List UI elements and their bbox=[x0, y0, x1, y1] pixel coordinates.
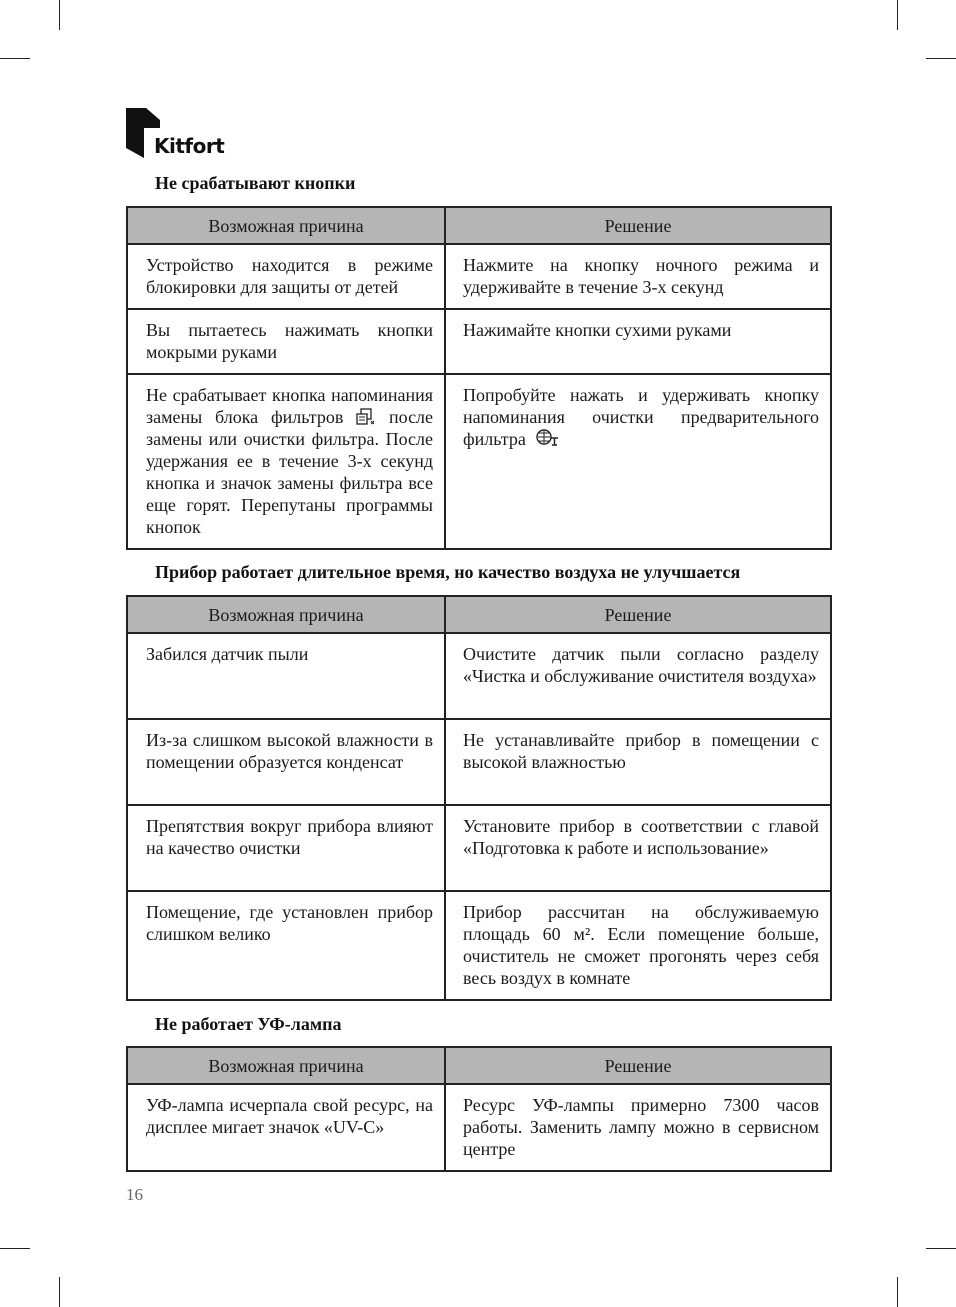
crop-mark bbox=[59, 1277, 60, 1307]
crop-mark bbox=[926, 58, 956, 59]
cause-cell: Вы пытаетесь нажимать кнопки мокрыми руками bbox=[127, 309, 445, 374]
table-header-row bbox=[127, 1047, 831, 1084]
table-row bbox=[127, 891, 831, 1000]
cause-cell: Помещение, где установлен прибор слишком велико bbox=[127, 891, 445, 1000]
table-row bbox=[127, 374, 831, 549]
solution-cell: Нажмите на кнопку ночного режима и удерживайте в течение 3-х секунд bbox=[445, 244, 831, 309]
solution-cell: Ресурс УФ-лампы примерно 7300 часов работы. Заменить лампу можно в сервисном центре bbox=[445, 1084, 831, 1171]
solution-cell: Очистите датчик пыли согласно разделу «Чистка и обслуживание очистителя воздуха» bbox=[445, 633, 831, 719]
crop-mark bbox=[926, 1248, 956, 1249]
cause-cell: Забился датчик пыли bbox=[127, 633, 445, 719]
column-header-cause: Возможная причина bbox=[127, 1047, 445, 1084]
crop-mark bbox=[0, 1248, 30, 1249]
troubleshooting-table bbox=[126, 206, 832, 550]
column-header-solution: Решение bbox=[445, 1047, 831, 1084]
crop-mark bbox=[0, 58, 30, 59]
brand-name: Kitfort bbox=[154, 134, 225, 158]
table-header-row bbox=[127, 596, 831, 633]
cause-cell: Из-за слишком высокой влажности в помещении образуется конденсат bbox=[127, 719, 445, 805]
table-row bbox=[127, 633, 831, 719]
crop-mark bbox=[897, 0, 898, 30]
cause-cell: Препятствия вокруг прибора влияют на качество очистки bbox=[127, 805, 445, 891]
section-title: Прибор работает длительное время, но качество воздуха не улучшается bbox=[155, 562, 741, 582]
column-header-cause: Возможная причина bbox=[127, 207, 445, 244]
column-header-solution: Решение bbox=[445, 596, 831, 633]
table-header-row bbox=[127, 207, 831, 244]
column-header-cause: Возможная причина bbox=[127, 596, 445, 633]
column-header-solution: Решение bbox=[445, 207, 831, 244]
cause-cell: УФ-лампа исчерпала свой ресурс, на дисплее мигает значок «UV-C» bbox=[127, 1084, 445, 1171]
table-row bbox=[127, 309, 831, 374]
solution-cell: Попробуйте нажать и удерживать кнопку напоминания очистки предварительного фильтра bbox=[445, 374, 831, 549]
page-number: 16 bbox=[126, 1185, 143, 1204]
cause-cell: Не срабатывает кнопка напоминания замены блока фильтров после замены или очистки фильтра. После удержания ее в течение 3-х секунд кнопка и значок замены фильтра все еще горят. Перепутаны программы кнопок bbox=[127, 374, 445, 549]
crop-mark bbox=[59, 0, 60, 30]
solution-cell: Установите прибор в соответствии с главой «Подготовка к работе и использование» bbox=[445, 805, 831, 891]
troubleshooting-table bbox=[126, 1046, 832, 1172]
cause-cell: Устройство находится в режиме блокировки для защиты от детей bbox=[127, 244, 445, 309]
filter-replace-icon bbox=[356, 408, 376, 426]
section-title: Не работает УФ-лампа bbox=[155, 1014, 342, 1034]
section-title: Не срабатывают кнопки bbox=[155, 173, 356, 193]
troubleshooting-table bbox=[126, 595, 832, 1001]
table-row bbox=[127, 1084, 831, 1171]
prefilter-clean-icon bbox=[535, 428, 559, 448]
crop-mark bbox=[897, 1277, 898, 1307]
solution-cell: Нажимайте кнопки сухими руками bbox=[445, 309, 831, 374]
table-row bbox=[127, 805, 831, 891]
solution-cell: Прибор рассчитан на обслуживаемую площадь 60 м². Если помещение больше, очиститель не сможет прогонять через себя весь воздух в комнате bbox=[445, 891, 831, 1000]
table-row bbox=[127, 244, 831, 309]
solution-cell: Не устанавливайте прибор в помещении с высокой влажностью bbox=[445, 719, 831, 805]
table-row bbox=[127, 719, 831, 805]
